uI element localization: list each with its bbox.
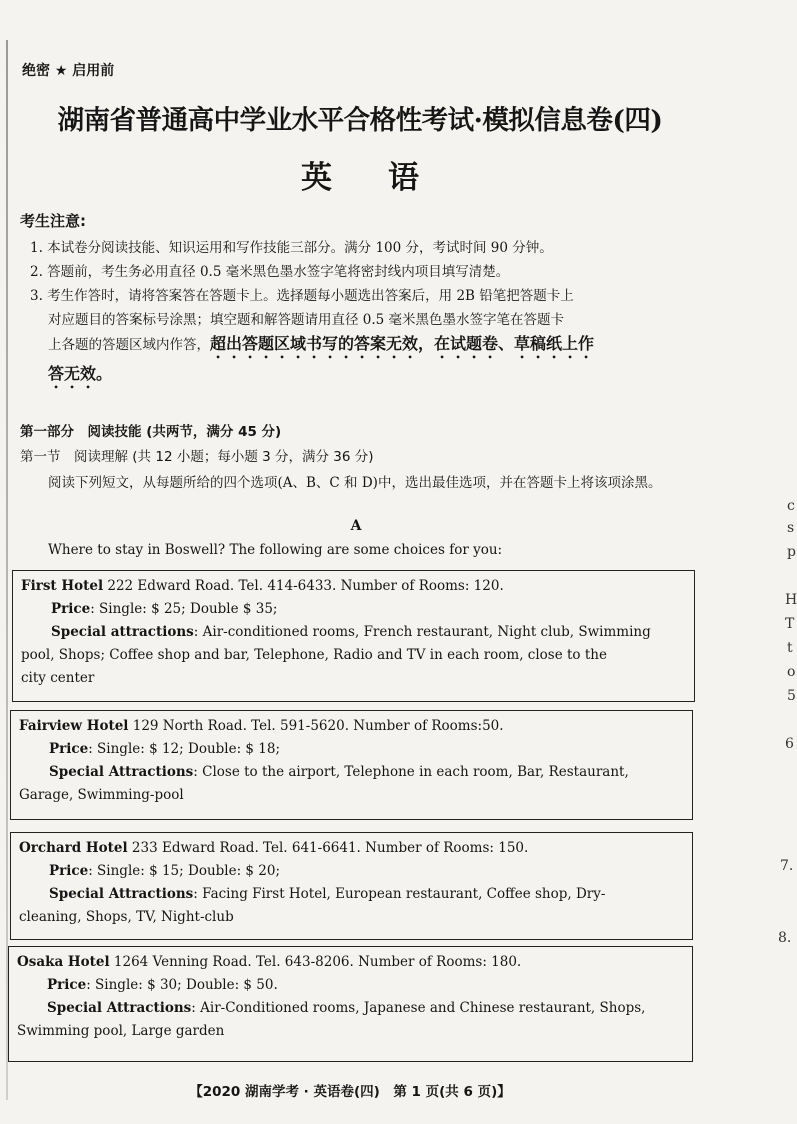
hotel-price: : Single: $ 30; Double: $ 50. [86, 977, 278, 993]
page-footer: 【2020 湖南学考 · 英语卷(四) 第 1 页(共 6 页)】 [189, 1084, 511, 1100]
hotel-name: First Hotel [21, 578, 104, 594]
notice-list [30, 236, 710, 392]
notice-item-text: 上各题的答题区域内作答， [48, 337, 210, 353]
notice-emphasis: 超出答题区域书写的答案无效，在试题卷、草稿纸上作 [210, 334, 595, 353]
hotel-name: Orchard Hotel [19, 840, 128, 856]
notice-item: 1. 本试卷分阅读技能、知识运用和写作技能三部分。满分 100 分，考试时间 90 分钟。 [30, 240, 553, 256]
price-label: Price [51, 601, 91, 617]
hotel-name: Fairview Hotel [19, 718, 129, 734]
hotel-box-orchard [10, 832, 693, 940]
margin-fragment: H [785, 592, 797, 608]
part-heading: 第一部分 阅读技能 (共两节，满分 45 分) [20, 424, 282, 440]
price-label: Price [49, 741, 89, 757]
hotel-box-fairview [10, 710, 693, 820]
margin-fragment: 6 [785, 736, 794, 752]
margin-fragment: 7. [780, 858, 794, 874]
notice-heading: 考生注意: [20, 212, 86, 230]
hotel-attractions: Swimming pool, Large garden [17, 1023, 225, 1039]
hotel-box-osaka [8, 946, 693, 1062]
hotel-price: : Single: $ 12; Double: $ 18; [88, 741, 281, 757]
hotel-info: 233 Edward Road. Tel. 641-6641. Number of Rooms: 150. [127, 840, 529, 856]
hotel-info: 1264 Venning Road. Tel. 643-8206. Number of Rooms: 180. [109, 954, 522, 970]
hotel-attractions: : Close to the airport, Telephone in each room, Bar, Restaurant, [193, 764, 629, 780]
passage-intro: Where to stay in Boswell? The following are some choices for you: [48, 542, 503, 558]
hotel-attractions: cleaning, Shops, TV, Night-club [19, 909, 234, 925]
page-binding-edge [6, 40, 8, 1100]
hotel-info: 222 Edward Road. Tel. 414-6433. Number of Rooms: 120. [103, 578, 504, 594]
hotel-info: 129 North Road. Tel. 591-5620. Number of Rooms:50. [128, 718, 504, 734]
instruction: 阅读下列短文，从每题所给的四个选项(A、B、C 和 D)中，选出最佳选项，并在答题卡上将该项涂黑。 [48, 475, 662, 491]
hotel-attractions: : Facing First Hotel, European restaurant, Coffee shop, Dry- [193, 886, 606, 902]
hotel-name: Osaka Hotel [17, 954, 110, 970]
margin-fragment: T [785, 616, 795, 632]
hotel-attractions: city center [21, 670, 95, 686]
notice-item [30, 332, 710, 362]
margin-fragment: 5 [787, 688, 796, 704]
hotel-attractions: Garage, Swimming-pool [19, 787, 184, 803]
margin-fragment: p [787, 544, 796, 560]
margin-fragment: o [787, 664, 796, 680]
notice-item: 3. 考生作答时，请将答案答在答题卡上。选择题每小题选出答案后，用 2B 铅笔把答题卡上 [30, 288, 574, 304]
attractions-label: Special Attractions [47, 1000, 192, 1016]
hotel-box-first [12, 570, 695, 702]
price-label: Price [49, 863, 89, 879]
exam-title: 湖南省普通高中学业水平合格性考试·模拟信息卷(四) [57, 105, 663, 136]
secret-label: 绝密 ★ 启用前 [22, 63, 115, 79]
notice-item [30, 362, 710, 392]
subject-title: 英语 [301, 160, 475, 196]
price-label: Price [47, 977, 87, 993]
margin-fragment: s [787, 520, 795, 536]
attractions-label: Special Attractions [49, 764, 194, 780]
hotel-attractions: pool, Shops; Coffee shop and bar, Telephone, Radio and TV in each room, close to the [21, 647, 607, 663]
margin-fragment: 8. [778, 930, 792, 946]
hotel-attractions: : Air-Conditioned rooms, Japanese and Chinese restaurant, Shops, [191, 1000, 646, 1016]
attractions-label: Special Attractions [49, 886, 194, 902]
section-heading: 第一节 阅读理解 (共 12 小题；每小题 3 分，满分 36 分) [20, 449, 374, 465]
notice-item: 2. 答题前，考生务必用直径 0.5 毫米黑色墨水签字笔将密封线内项目填写清楚。 [30, 264, 510, 280]
passage-label: A [350, 518, 362, 534]
hotel-attractions: : Air-conditioned rooms, French restaurant, Night club, Swimming [193, 624, 651, 640]
margin-fragment: c [787, 498, 795, 514]
attractions-label: Special attractions [51, 624, 194, 640]
margin-fragment: t [787, 640, 793, 656]
notice-emphasis: 答无效。 [48, 364, 113, 383]
notice-item: 对应题目的答案标号涂黑；填空题和解答题请用直径 0.5 毫米黑色墨水签字笔在答题卡 [48, 312, 565, 328]
hotel-price: : Single: $ 25; Double $ 35; [90, 601, 278, 617]
hotel-price: : Single: $ 15; Double: $ 20; [88, 863, 281, 879]
